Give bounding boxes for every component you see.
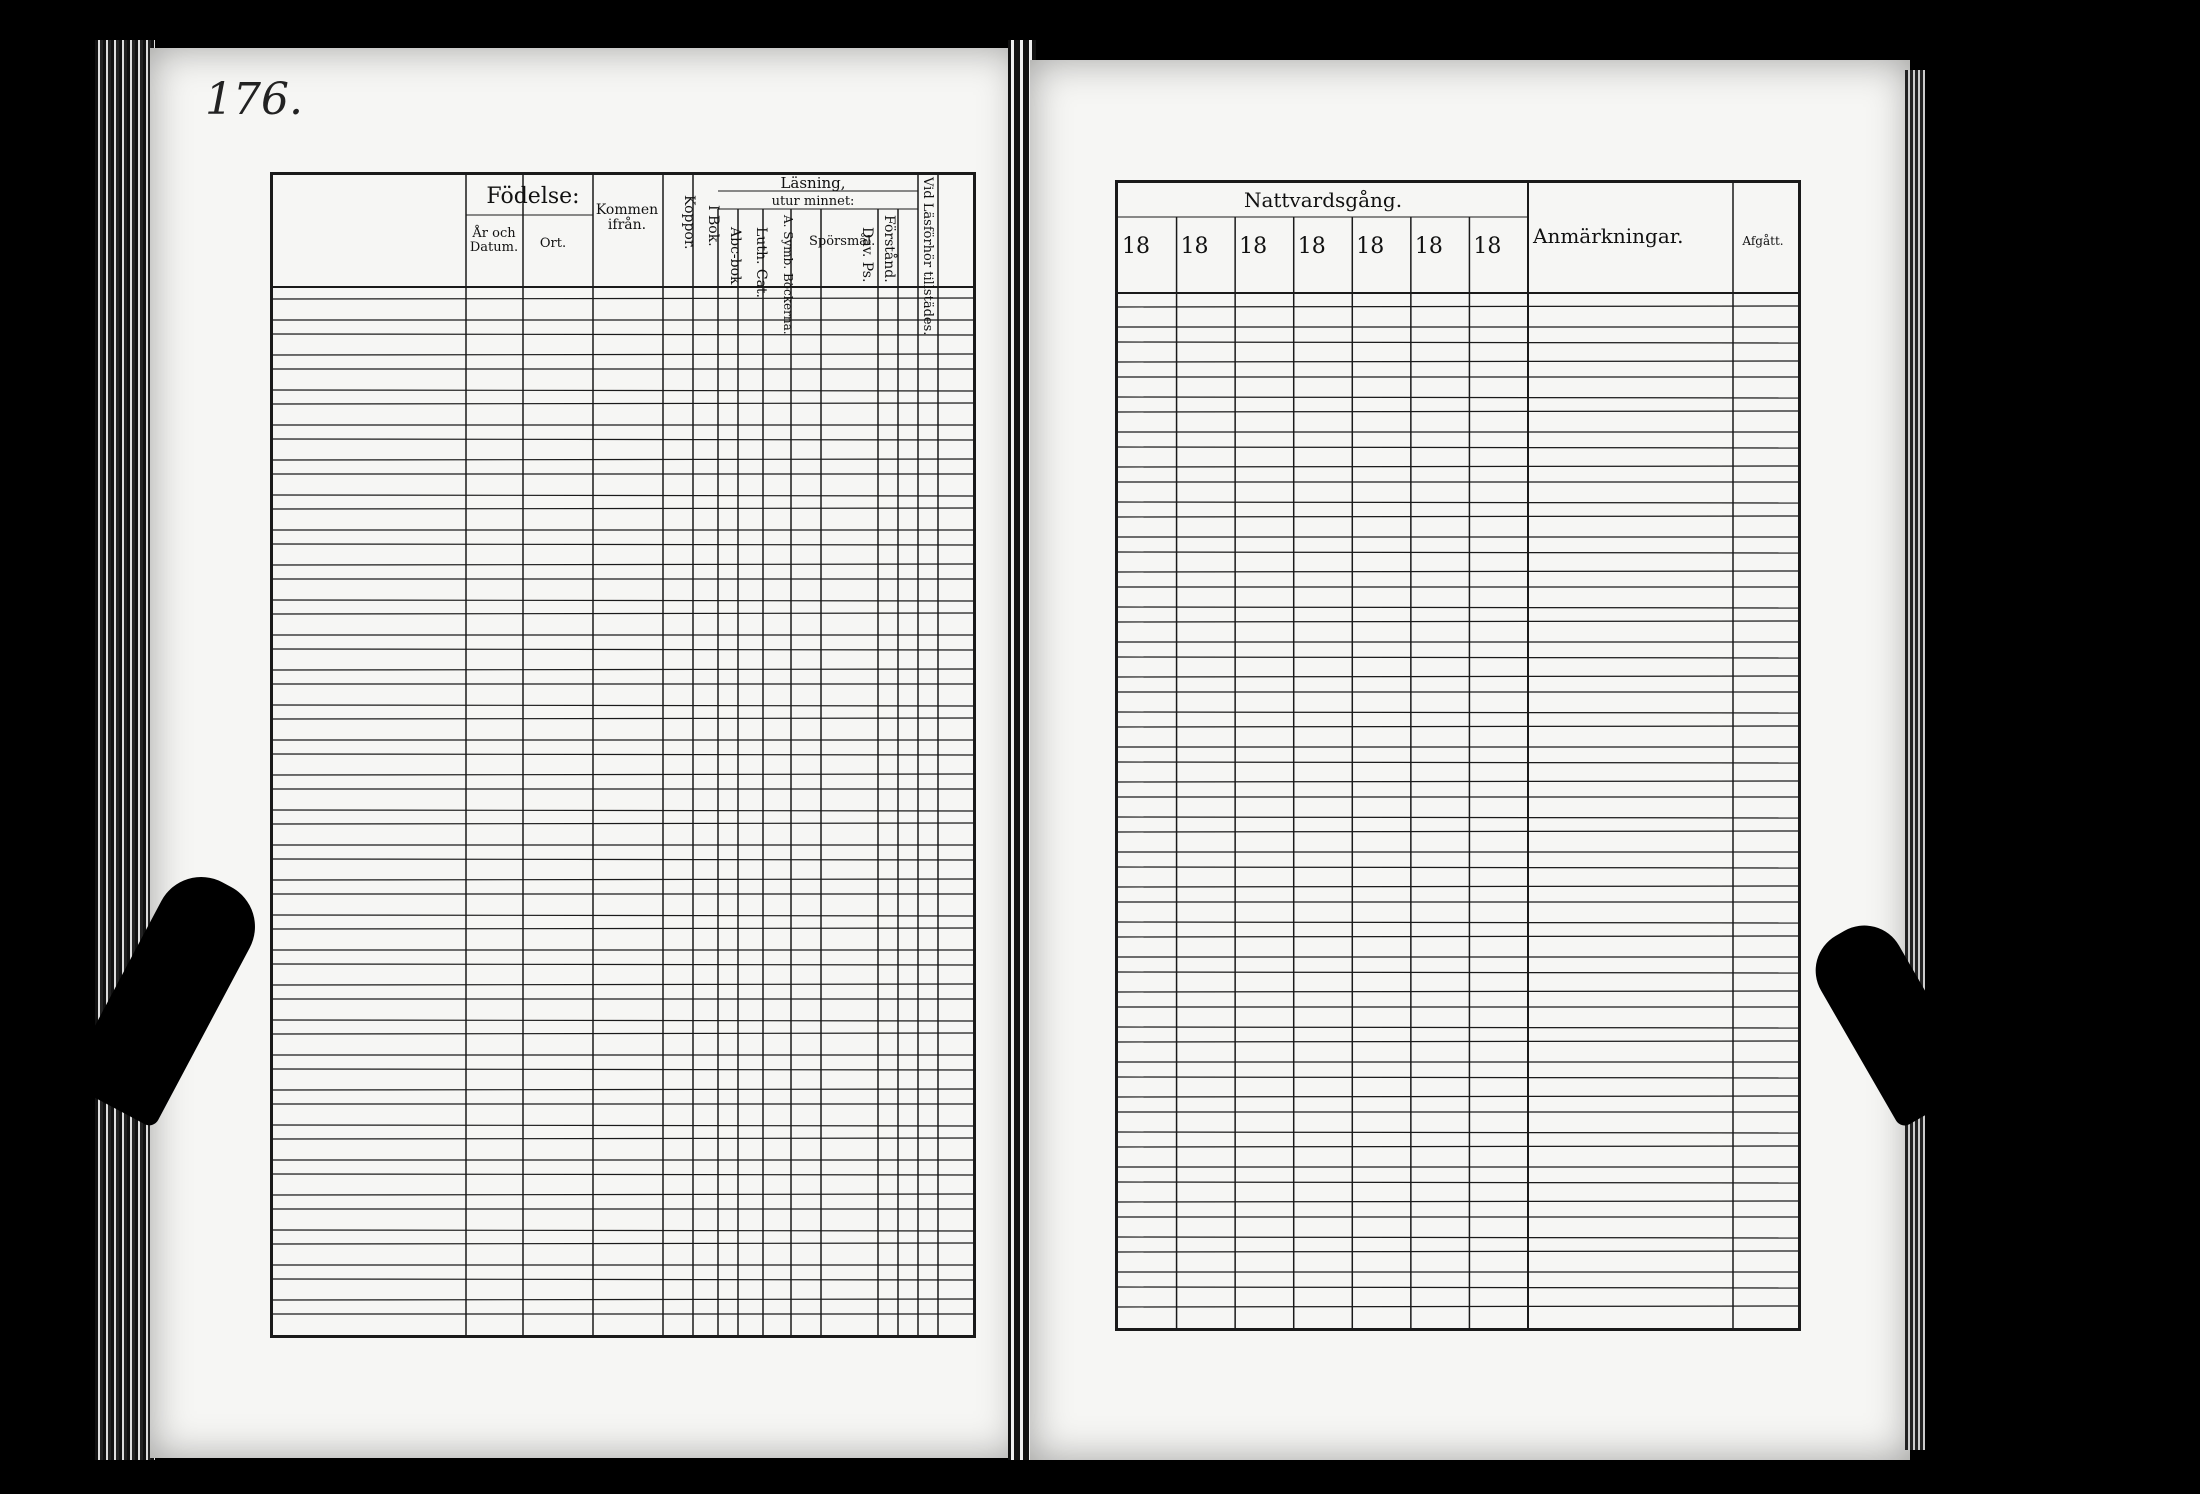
left-row-rule bbox=[273, 1194, 973, 1195]
right-row-rule bbox=[1118, 1027, 1798, 1028]
left-row-rule bbox=[273, 879, 973, 880]
left-row-rule bbox=[273, 649, 973, 650]
left-row-rule bbox=[273, 1125, 973, 1126]
left-row-rule bbox=[273, 1230, 973, 1231]
right-row-rule bbox=[1118, 411, 1798, 412]
right-row-rule bbox=[1118, 1132, 1798, 1133]
left-row-rule bbox=[273, 403, 973, 404]
left-row-rule bbox=[273, 754, 973, 755]
right-page-edges bbox=[1905, 70, 1925, 1450]
communion-header: Nattvardsgång. bbox=[1243, 188, 1403, 212]
right-row-rule bbox=[1118, 1201, 1798, 1202]
communion-year-2: 18 bbox=[1180, 234, 1209, 259]
right-row-rule bbox=[1118, 657, 1798, 658]
left-page-edges bbox=[95, 40, 155, 1460]
left-row-rule bbox=[273, 354, 973, 355]
left-row-rule bbox=[273, 298, 973, 299]
right-row-rule bbox=[1118, 1251, 1798, 1252]
right-row-rule bbox=[1118, 571, 1798, 572]
birth-year-date-header: År och Datum. bbox=[469, 226, 519, 256]
right-row-rule bbox=[1118, 361, 1798, 362]
symbol-books-header: A. Symb. Böckerna. bbox=[781, 215, 795, 335]
left-row-rule bbox=[273, 928, 973, 929]
left-row-rule bbox=[273, 613, 973, 614]
left-row-rule bbox=[273, 564, 973, 565]
left-row-rule bbox=[273, 1033, 973, 1034]
questions-header: Spörsmål. bbox=[809, 234, 876, 249]
right-row-rule bbox=[1118, 676, 1798, 677]
right-row-rule bbox=[1118, 1146, 1798, 1147]
left-row-rule bbox=[273, 810, 973, 811]
left-row-rule bbox=[273, 1279, 973, 1280]
communion-year-1: 18 bbox=[1122, 234, 1150, 259]
left-row-rule bbox=[273, 915, 973, 916]
right-row-rule bbox=[1118, 1237, 1798, 1238]
right-row-rule bbox=[1118, 817, 1798, 818]
right-row-rule bbox=[1118, 1306, 1798, 1307]
left-row-rule bbox=[273, 1138, 973, 1139]
right-row-rule bbox=[1118, 621, 1798, 622]
right-register-table bbox=[1115, 180, 1801, 1331]
right-row-rule bbox=[1118, 991, 1798, 992]
right-row-rule bbox=[1118, 306, 1798, 307]
communion-year-7: 18 bbox=[1473, 234, 1502, 259]
left-row-rule bbox=[273, 984, 973, 985]
left-row-rule bbox=[273, 774, 973, 775]
understanding-header: Förstånd. bbox=[881, 215, 897, 283]
right-row-rule bbox=[1118, 886, 1798, 887]
right-row-rule bbox=[1118, 781, 1798, 782]
right-row-rule bbox=[1118, 1096, 1798, 1097]
right-row-rule bbox=[1118, 447, 1798, 448]
left-row-rule bbox=[273, 1174, 973, 1175]
right-row-rule bbox=[1118, 726, 1798, 727]
right-row-rule bbox=[1118, 516, 1798, 517]
right-row-rule bbox=[1118, 466, 1798, 467]
left-row-rule bbox=[273, 544, 973, 545]
left-ruling bbox=[273, 175, 973, 1335]
left-row-rule bbox=[273, 508, 973, 509]
right-row-rule bbox=[1118, 867, 1798, 868]
right-row-rule bbox=[1118, 397, 1798, 398]
luther-catechism-header: Luth. Cat. bbox=[753, 227, 769, 298]
left-row-rule bbox=[273, 390, 973, 391]
right-ruling bbox=[1118, 183, 1798, 1328]
smallpox-header: Koppor. bbox=[681, 195, 697, 250]
right-row-rule bbox=[1118, 1077, 1798, 1078]
book-reading-header: I Bok. bbox=[705, 205, 721, 247]
right-row-rule bbox=[1118, 502, 1798, 503]
birth-header: Födelse: bbox=[486, 184, 580, 209]
left-row-rule bbox=[273, 459, 973, 460]
came-from-header: Kommen ifrån. bbox=[595, 202, 659, 234]
by-heart-header: utur minnet: bbox=[771, 194, 855, 209]
left-register-table bbox=[270, 172, 976, 1338]
right-row-rule bbox=[1118, 762, 1798, 763]
left-row-rule bbox=[273, 718, 973, 719]
left-row-rule bbox=[273, 964, 973, 965]
left-row-rule bbox=[273, 1069, 973, 1070]
left-row-rule bbox=[273, 823, 973, 824]
right-row-rule bbox=[1118, 972, 1798, 973]
communion-year-6: 18 bbox=[1414, 234, 1443, 259]
right-row-rule bbox=[1118, 831, 1798, 832]
right-row-rule bbox=[1118, 1041, 1798, 1042]
departed-header: Afgått. bbox=[1742, 234, 1784, 248]
remarks-header: Anmärkningar. bbox=[1533, 224, 1684, 248]
left-row-rule bbox=[273, 669, 973, 670]
communion-year-3: 18 bbox=[1239, 234, 1268, 259]
dahl-psalm-header: Dav. Ps. bbox=[859, 227, 875, 283]
left-row-rule bbox=[273, 495, 973, 496]
communion-year-4: 18 bbox=[1297, 234, 1326, 259]
birth-place-header: Ort. bbox=[539, 236, 567, 251]
left-row-rule bbox=[273, 1089, 973, 1090]
right-row-rule bbox=[1118, 936, 1798, 937]
reading-header: Läsning, bbox=[780, 174, 846, 192]
right-row-rule bbox=[1118, 1182, 1798, 1183]
left-row-rule bbox=[273, 600, 973, 601]
left-row-rule bbox=[273, 334, 973, 335]
left-row-rule bbox=[273, 1243, 973, 1244]
right-row-rule bbox=[1118, 342, 1798, 343]
page-number: 176. bbox=[205, 74, 303, 125]
left-row-rule bbox=[273, 859, 973, 860]
abc-book-header: Abc-bok. bbox=[727, 227, 743, 289]
left-row-rule bbox=[273, 439, 973, 440]
left-row-rule bbox=[273, 1299, 973, 1300]
confirmed-header: Vid Läsförhör tillstädes. bbox=[920, 177, 935, 336]
communion-year-5: 18 bbox=[1356, 234, 1385, 259]
right-row-rule bbox=[1118, 607, 1798, 608]
right-row-rule bbox=[1118, 922, 1798, 923]
left-row-rule bbox=[273, 1020, 973, 1021]
right-row-rule bbox=[1118, 552, 1798, 553]
left-row-rule bbox=[273, 705, 973, 706]
right-row-rule bbox=[1118, 1287, 1798, 1288]
right-row-rule bbox=[1118, 712, 1798, 713]
